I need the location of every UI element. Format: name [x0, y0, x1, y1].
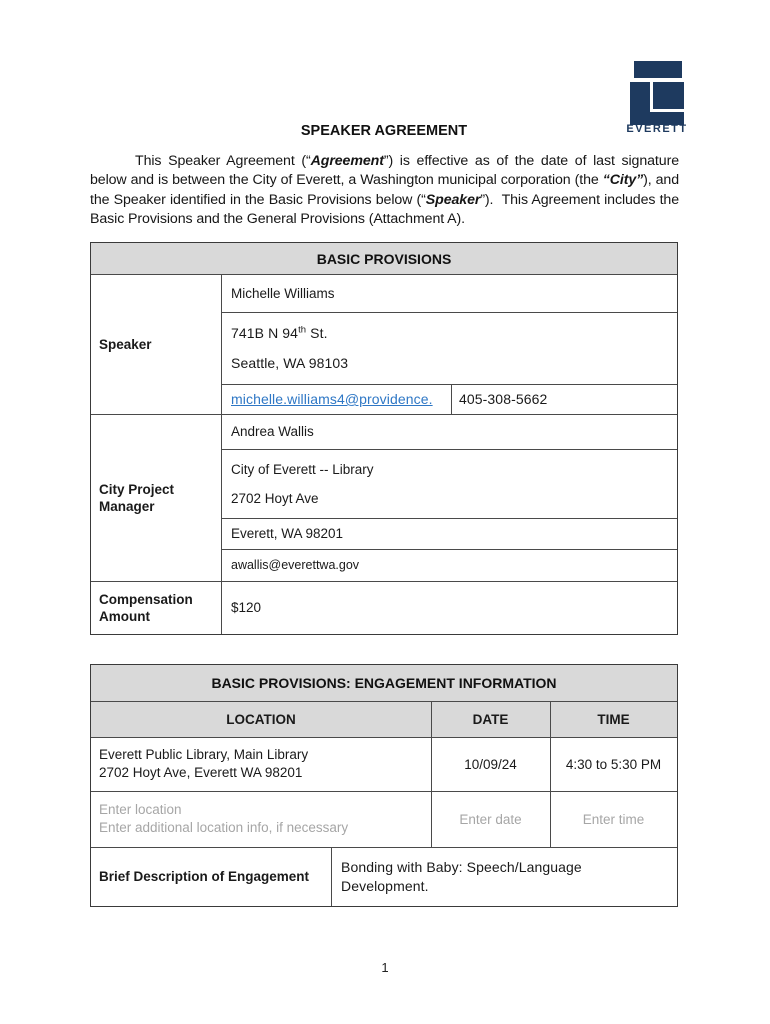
enter-location-placeholder[interactable]: Enter location — [99, 801, 182, 817]
manager-name: Andrea Wallis — [231, 424, 314, 439]
basic-provisions-header-label: BASIC PROVISIONS — [316, 250, 452, 267]
speaker-phone-cell — [451, 384, 677, 414]
date-placeholder-field[interactable]: Enter date — [459, 811, 522, 827]
column-header-date: DATE — [472, 711, 509, 727]
manager-organization: City of Everett -- Library — [231, 461, 374, 477]
speaker-city: Seattle, WA 98103 — [231, 355, 349, 371]
manager-street: 2702 Hoyt Ave — [231, 490, 319, 506]
location-line-1: Everett Public Library, Main Library — [99, 746, 309, 762]
manager-city: Everett, WA 98201 — [231, 526, 344, 541]
engagement-header — [91, 665, 677, 701]
time-placeholder-field[interactable]: Enter time — [582, 811, 645, 827]
speaker-street: 741B N 94th St. — [231, 324, 328, 341]
additional-location-placeholder[interactable]: Enter additional location info, if necessary — [99, 820, 349, 835]
compensation-value-cell — [221, 581, 677, 634]
brief-description-label: Brief Description of Engagement — [99, 869, 310, 884]
everett-logo-top-bar — [634, 61, 682, 78]
speaker-email-cell — [221, 384, 451, 414]
column-header-time: TIME — [597, 711, 630, 727]
page-title: SPEAKER AGREEMENT — [300, 123, 468, 139]
compensation-amount: $120 — [231, 600, 262, 615]
manager-email-cell — [221, 549, 677, 581]
intro-paragraph: This Speaker Agreement (“Agreement”) is effective as of the date of last signature below and is between the City of Everett, a Washington municipal corporation (the “City”), and the Speaker identified in the Basic Provisions below (“Speaker”). This Agreement includes the Basic Provisions and the General Provisions (Attachment A). — [90, 153, 683, 228]
engagement-header-label: BASIC PROVISIONS: ENGAGEMENT INFORMATION — [211, 675, 557, 691]
engagement-row-location — [91, 737, 431, 791]
page-number: 1 — [381, 960, 389, 975]
basic-provisions-header — [91, 243, 677, 274]
column-header-location: LOCATION — [226, 711, 296, 727]
speaker-email-link[interactable]: michelle.williams4@providence. — [231, 391, 433, 407]
brief-description-label-cell — [91, 847, 331, 906]
manager-name-cell — [221, 414, 677, 449]
manager-email: awallis@everettwa.gov — [231, 558, 360, 572]
compensation-label: Compensation Amount — [99, 591, 193, 624]
manager-city-cell — [221, 518, 677, 549]
speaker-phone: 405-308-5662 — [459, 391, 548, 407]
everett-logo-wordmark: EVERETT — [626, 123, 688, 135]
engagement-table — [90, 664, 678, 907]
basic-provisions-table — [90, 242, 678, 635]
engagement-row-date: 10/09/24 — [464, 756, 517, 772]
location-placeholder-field[interactable] — [91, 791, 431, 847]
brief-description-text: Bonding with Baby: Speech/Language Development. — [341, 859, 582, 894]
speaker-address-cell — [221, 312, 677, 384]
location-line-2: 2702 Hoyt Ave, Everett WA 98201 — [99, 765, 303, 780]
speaker-name-cell — [221, 274, 677, 312]
manager-org-cell — [221, 449, 677, 518]
brief-description-value-cell — [331, 847, 687, 906]
compensation-label-cell — [91, 581, 213, 634]
manager-label: City Project Manager — [99, 481, 175, 514]
speaker-label-cell — [91, 274, 221, 414]
manager-label-cell — [91, 414, 213, 581]
speaker-name: Michelle Williams — [231, 285, 335, 301]
speaker-label: Speaker — [99, 336, 152, 352]
engagement-row-time: 4:30 to 5:30 PM — [565, 756, 662, 772]
ordinal-superscript: th — [298, 324, 307, 336]
everett-logo-mark — [630, 82, 684, 125]
